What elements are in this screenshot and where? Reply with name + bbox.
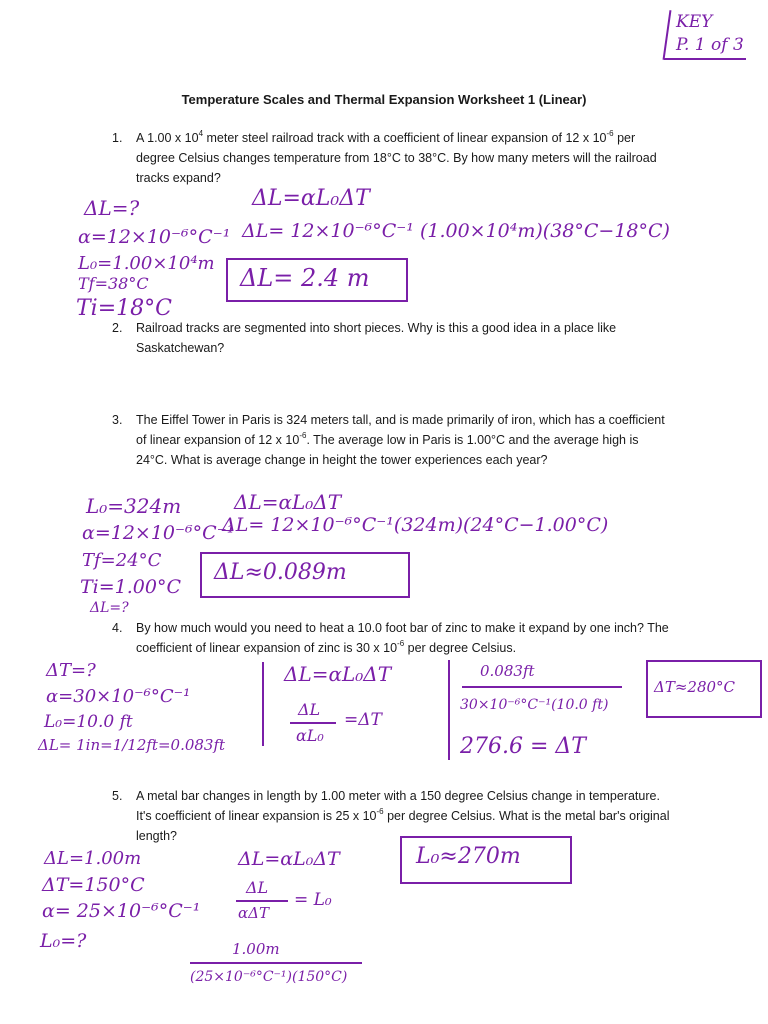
- question-text: Railroad tracks are segmented into short pieces. Why is this a good idea in a place like Saskatchewan?: [136, 321, 617, 355]
- q3-formula: ΔL=αL₀ΔT: [234, 490, 342, 514]
- q1-given: L₀=1.00×10⁴m: [78, 253, 215, 274]
- key-note-underline: [664, 58, 746, 60]
- question-text: The Eiffel Tower in Paris is 324 meters tall, and is made primarily of iron, which has a coefficient of linear expansion of 12 x $10^{-6}$. The average low in Paris is 1.00°C and the average high is 24°C. What is average change in height the tower experiences each year?: [136, 413, 665, 467]
- q5-rearranged-den: αΔT: [238, 904, 269, 922]
- q4-given: α=30×10⁻⁶°C⁻¹: [46, 686, 191, 707]
- q3-substitution: ΔL= 12×10⁻⁶°C⁻¹(324m)(24°C−1.00°C): [222, 514, 609, 536]
- q3-given: ΔL=?: [90, 600, 129, 616]
- question-4: [112, 618, 672, 658]
- q4-rearranged-num: ΔL: [298, 700, 321, 719]
- q5-rearranged-rhs: = L₀: [294, 890, 332, 910]
- question-text: By how much would you need to heat a 10.0 foot bar of zinc to make it expand by one inch? The coefficient of linear expansion of zinc is 30 x $10^{-6}$ per degree Celsius.: [136, 621, 669, 655]
- question-number: 4.: [112, 621, 123, 635]
- q3-given: Ti=1.00°C: [80, 576, 182, 598]
- q5-rearranged-num: ΔL: [246, 878, 269, 897]
- q4-sub-den: 30×10⁻⁶°C⁻¹(10.0 ft): [460, 697, 609, 713]
- q3-given: Tf=24°C: [82, 550, 162, 571]
- q1-given: α=12×10⁻⁶°C⁻¹: [78, 226, 231, 248]
- q4-fraction-bar: [290, 722, 336, 724]
- key-note-line1: KEY: [676, 12, 713, 32]
- q4-given: L₀=10.0 ft: [44, 712, 133, 732]
- q4-given: ΔT=?: [46, 660, 96, 681]
- q4-answer: ΔT≈280°C: [654, 678, 736, 696]
- question-number: 3.: [112, 413, 123, 427]
- key-note-bracket: [663, 10, 672, 60]
- q5-formula: ΔL=αL₀ΔT: [238, 848, 340, 870]
- q4-rearranged-rhs: =ΔT: [344, 710, 382, 730]
- question-5: [112, 786, 672, 846]
- q5-given: ΔT=150°C: [42, 874, 145, 896]
- q3-answer: ΔL≈0.089m: [214, 560, 347, 585]
- q4-given: ΔL= 1in=1/12ft=0.083ft: [38, 736, 226, 754]
- q5-answer: L₀≈270m: [416, 844, 521, 869]
- q5-sub-num: 1.00m: [232, 940, 280, 958]
- question-3: [112, 410, 672, 470]
- question-number: 5.: [112, 789, 123, 803]
- question-number: 1.: [112, 131, 123, 145]
- q5-given: ΔL=1.00m: [44, 848, 142, 869]
- q4-formula: ΔL=αL₀ΔT: [284, 662, 392, 686]
- q3-given: L₀=324m: [86, 494, 182, 518]
- q5-fraction-bar: [190, 962, 362, 964]
- q4-divider: [448, 660, 450, 760]
- question-text: A 1.00 x $10^4$ meter steel railroad track with a coefficient of linear expansion of 12 x $10^{-6}$ per degree Celsius changes temperature from 18°C to 38°C. By how many meters will the railroad tracks expand?: [136, 129, 657, 185]
- q1-formula: ΔL=αL₀ΔT: [252, 186, 370, 211]
- q5-fraction-bar: [236, 900, 288, 902]
- q4-rearranged-den: αL₀: [296, 726, 324, 745]
- page-title: Temperature Scales and Thermal Expansion Worksheet 1 (Linear): [181, 92, 587, 107]
- q1-given: Tf=38°C: [78, 274, 149, 293]
- q4-result: 276.6 = ΔT: [460, 734, 586, 759]
- q1-given: Ti=18°C: [76, 296, 172, 321]
- q4-sub-num: 0.083ft: [480, 662, 535, 680]
- question-2: [112, 318, 672, 358]
- q4-divider: [262, 662, 264, 746]
- key-note: [676, 14, 744, 54]
- question-1: [112, 128, 672, 188]
- question-text: A metal bar changes in length by 1.00 meter with a 150 degree Celsius change in temperature. It's coefficient of linear expansion is 25 x $10^{-6}$ per degree Celsius. What is the metal bar's original length?: [136, 789, 670, 843]
- q1-answer: ΔL= 2.4 m: [240, 264, 370, 292]
- q5-given: α= 25×10⁻⁶°C⁻¹: [42, 900, 201, 922]
- q1-given: ΔL=?: [84, 196, 140, 220]
- q3-given: α=12×10⁻⁶°C⁻¹: [82, 522, 235, 544]
- question-number: 2.: [112, 321, 123, 335]
- q5-given: L₀=?: [40, 930, 87, 952]
- key-note-line2: P. 1 of 3: [676, 35, 744, 55]
- q4-fraction-bar: [462, 686, 622, 688]
- q1-substitution: ΔL= 12×10⁻⁶°C⁻¹ (1.00×10⁴m)(38°C−18°C): [242, 220, 670, 242]
- q5-sub-den: (25×10⁻⁶°C⁻¹)(150°C): [190, 969, 348, 985]
